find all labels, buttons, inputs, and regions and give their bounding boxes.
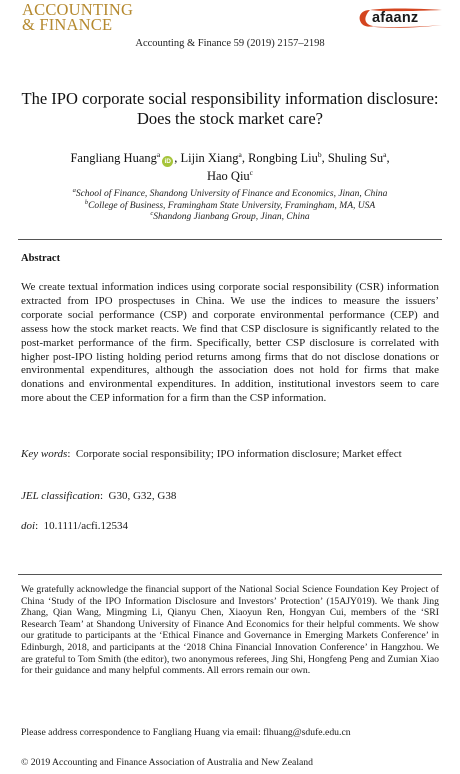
correspondence-note: Please address correspondence to Fangliang Huang via email: flhuang@sdufe.edu.cn	[21, 727, 351, 738]
affiliation-mark: b	[84, 198, 89, 206]
author-affiliation-mark: a	[156, 150, 161, 159]
keywords-label: Key words	[21, 448, 68, 460]
jel-classification: JEL classification: G30, G32, G38	[21, 490, 177, 502]
doi-label: doi	[21, 520, 36, 532]
author-affiliation-mark: c	[249, 168, 254, 177]
author-name: Fangliang Huang	[70, 151, 157, 165]
footnote-divider	[18, 574, 442, 575]
affiliation	[20, 212, 440, 224]
author-name: Rongbing Liu	[248, 151, 318, 165]
affiliation-mark: a	[72, 187, 76, 194]
affiliation-text: College of Business, Framingham State University, Framingham, MA, USA	[88, 200, 376, 211]
doi-link[interactable]: 10.1111/acfi.12534	[43, 520, 128, 532]
divider	[18, 239, 442, 240]
copyright-line: © 2019 Accounting and Finance Association of Australia and New Zealand	[21, 757, 313, 768]
affiliation	[20, 198, 440, 213]
author-list: Fangliang Huang$^a$iD , Lijin Xiang$^a$, Rongbing Liu$^b$, Shuling Su$^a$, Hao Qiu$^c$	[70, 150, 390, 183]
article-title: The IPO corporate social responsibility information disclosure: Does the stock market care?	[21, 89, 439, 128]
affiliation-text: Shandong Jianbang Group, Jinan, China	[153, 212, 310, 222]
author-affiliation-mark: b	[317, 150, 322, 159]
afaanz-logo	[356, 7, 446, 29]
jel-label: JEL classification	[21, 490, 100, 502]
keywords-text: Corporate social responsibility; IPO information disclosure; Market effect	[75, 448, 402, 460]
jel-text: G30, G32, G38	[108, 490, 177, 502]
author-name: Shuling Su	[327, 151, 384, 165]
citation: Accounting & Finance 59 (2019) 2157–2198	[135, 38, 325, 49]
abstract-heading: Abstract	[21, 253, 61, 264]
keywords: Key words: Corporate social responsibility; IPO information disclosure; Market effect	[21, 448, 402, 460]
author-name: Hao Qiu	[206, 169, 250, 183]
acknowledgement-footnote: We gratefully acknowledge the financial support of the National Social Science Foundation Key Project of China ‘Study of the IPO Information Disclosure and Investors’ Protection’ (15AJY019). We thank Jing Zhang, Qian Wang, Mingming Li, Qianyu Chen, Xiaoyun Ren, Hongyan Cui, members of the ‘SRI Research Team’ at Shandong University of Finance And Economics for their helpful comments. We show our gratitude to participants at the ‘Ethical Finance and Governance in Emerging Markets Conference’ in Edinburgh, 2018, and participants at the ‘2018 China Financial Innovation Conference’ in Hangzhou. We are grateful to Tom Smith (the editor), two anonymous referees, Jing Shi, Hongfeng Peng and Zumian Xiao for their guidance and many helpful comments. All errors remain our own.	[21, 584, 439, 677]
journal-name-line2: & FINANCE	[22, 15, 113, 34]
orcid-icon[interactable]: iD	[162, 156, 173, 167]
affiliation-text: School of Finance, Shandong University of Finance and Economics, Jinan, China	[75, 189, 388, 199]
logo-text: afaanz	[372, 10, 419, 26]
affiliation-mark: c	[150, 210, 154, 217]
author-affiliation-mark: a	[383, 150, 387, 159]
journal-name-line1: ACCOUNTING	[22, 0, 134, 19]
abstract-body: We create textual information indices using corporate social responsibility (CSR) information extracted from IPO prospectuses in China. We use the indices to measure the issuers’ corporate social performance (CSP) and corporate environmental performance (CEP) and assess how the stock market reacts. We find that CSP disclosure is significantly related to the post-market performance of the firm. Specifically, better CSP disclosure is correlated with higher post-IPO listing holding period returns among firms that do not disclose donations or environmental expenditures, although the association does not hold for firms that make donations and environmental expenditures. In addition, institutional investors seem to care more about the CEP information for a firm than the CSP information.	[21, 281, 439, 405]
affiliation-list	[20, 189, 440, 224]
author-affiliation-mark: a	[238, 150, 242, 159]
doi: doi: 10.1111/acfi.12534	[21, 520, 128, 532]
author-name: Lijin Xiang	[180, 151, 239, 165]
affiliation	[20, 189, 440, 201]
journal-name	[22, 2, 133, 32]
